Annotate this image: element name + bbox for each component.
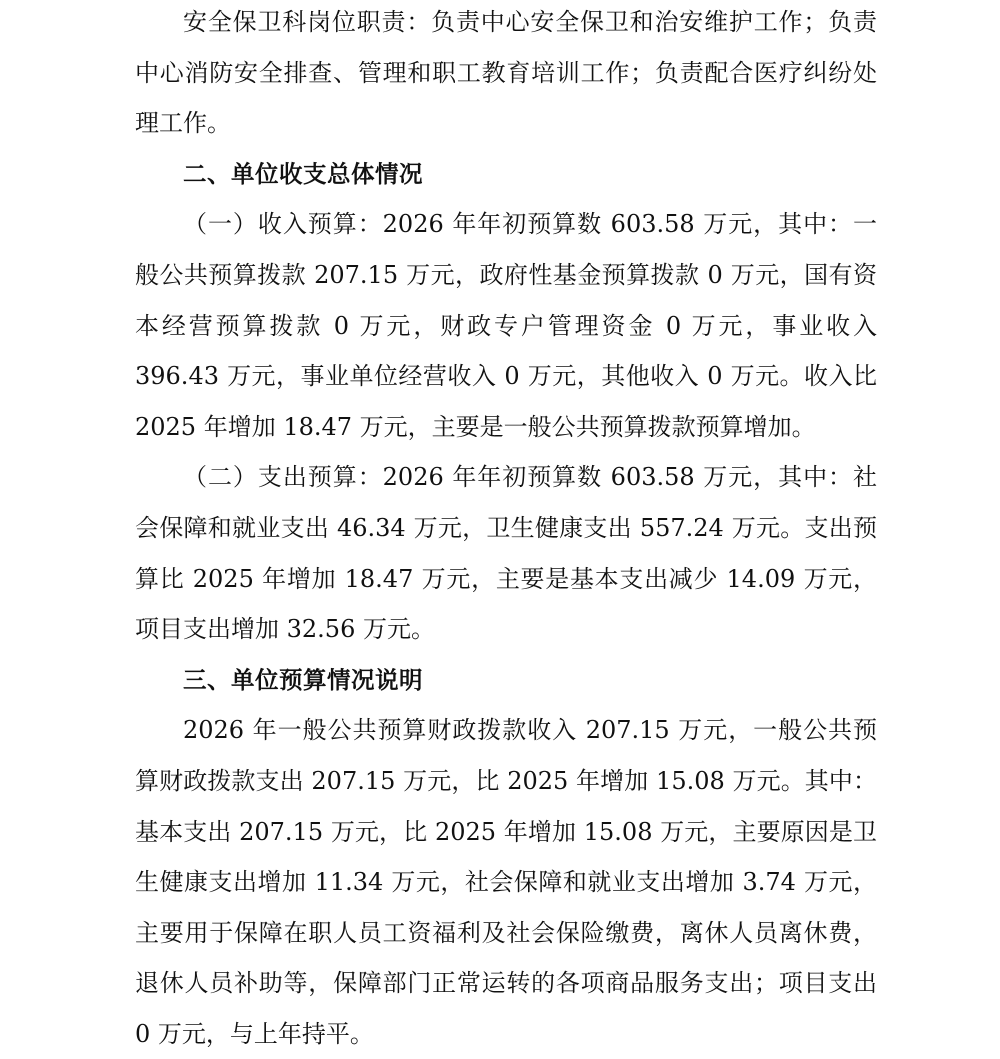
expenditure-budget-paragraph: （二）支出预算：2026 年年初预算数 603.58 万元，其中：社会保障和就业支出 46.34 万元，卫生健康支出 557.24 万元。支出预算比 2025 年增加 18.47 万元，主要是基本支出减少 14.09 万元，项目支出增加 32.56 万元。 [135, 463, 877, 644]
section-heading-overall-income-expenditure: 二、单位收支总体情况 [183, 159, 423, 188]
section-heading-budget-explanation: 三、单位预算情况说明 [183, 665, 423, 694]
document-page [135, 0, 877, 1059]
income-budget-paragraph: （一）收入预算：2026 年年初预算数 603.58 万元，其中：一般公共预算拨款 207.15 万元，政府性基金预算拨款 0 万元，国有资本经营预算拨款 0 万元，财政专户管理资金 0 万元，事业收入 396.43 万元，事业单位经营收入 0 万元，其他收入 0 万元。收入比 2025 年增加 18.47 万元，主要是一般公共预算拨款预算增加。 [135, 210, 877, 441]
budget-explanation-paragraph: 2026 年一般公共预算财政拨款收入 207.15 万元，一般公共预算财政拨款支出 207.15 万元，比 2025 年增加 15.08 万元。其中：基本支出 207.15 万元，比 2025 年增加 15.08 万元，主要原因是卫生健康支出增加 11.34 万元，社会保障和就业支出增加 3.74 万元，主要用于保障在职人员工资福利及社会保险缴费，离休人员离休费，退休人员补助等，保障部门正常运转的各项商品服务支出；项目支出 0 万元，与上年持平。 [135, 716, 877, 1048]
security-duties-paragraph: 安全保卫科岗位职责：负责中心安全保卫和治安维护工作；负责中心消防安全排查、管理和职工教育培训工作；负责配合医疗纠纷处理工作。 [135, 8, 877, 138]
